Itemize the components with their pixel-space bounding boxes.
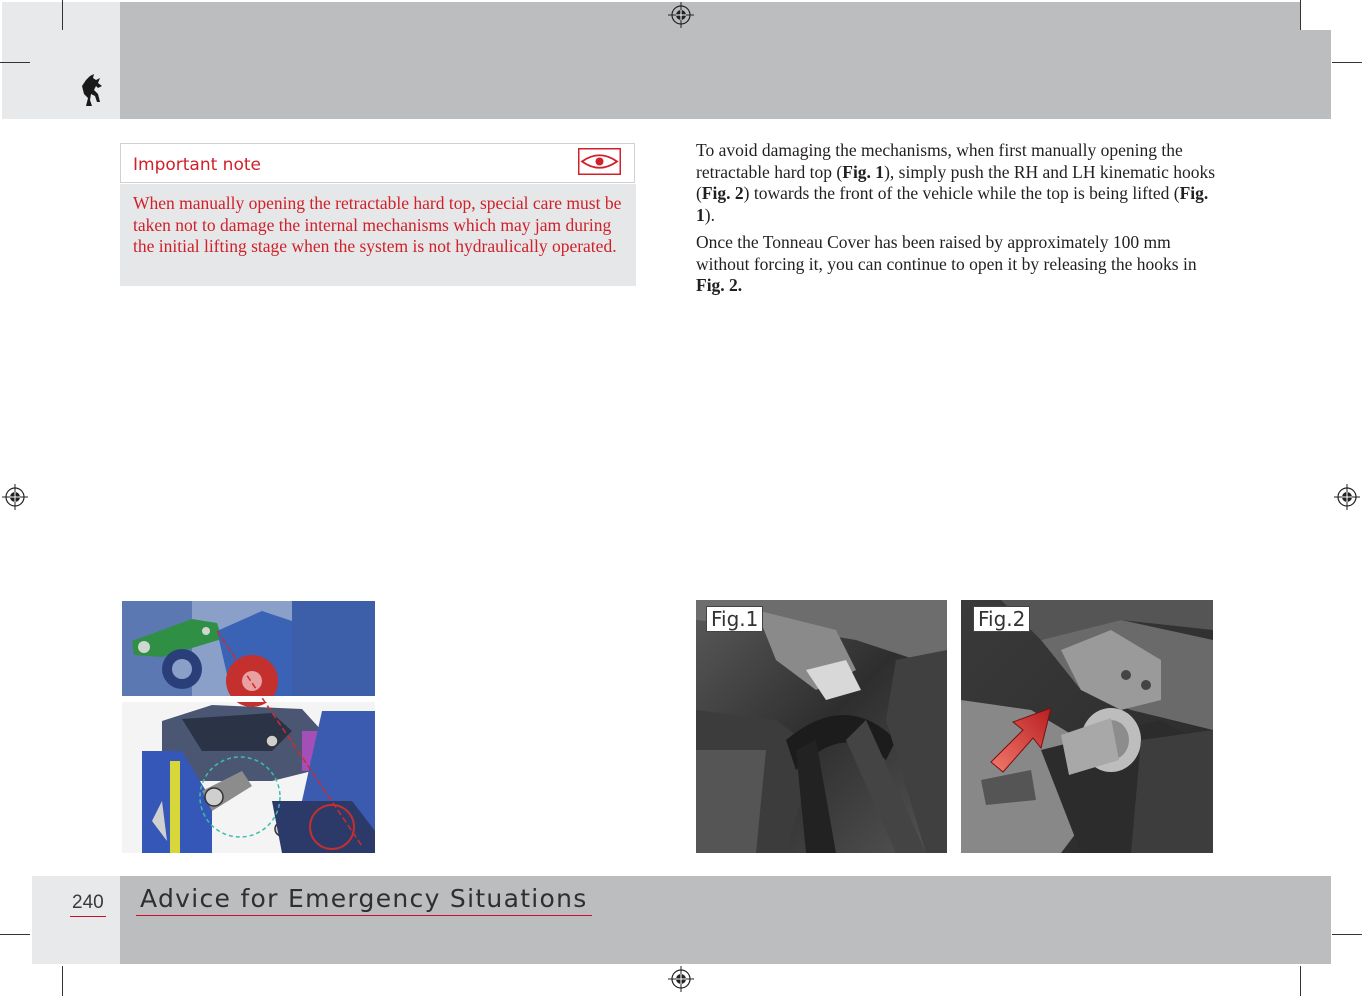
crop-mark <box>1300 966 1301 996</box>
figure-2-photo <box>961 600 1213 853</box>
crop-mark <box>0 62 30 63</box>
registration-mark-icon <box>668 966 694 992</box>
crop-mark <box>1332 934 1362 935</box>
header-right-tab <box>1300 30 1331 119</box>
figure-1-photo <box>696 600 947 853</box>
important-note-title: Important note <box>133 155 261 175</box>
registration-mark-icon <box>668 2 694 28</box>
registration-mark-icon <box>2 484 28 510</box>
crop-mark <box>1332 62 1362 63</box>
crop-mark <box>1300 0 1301 30</box>
header-band <box>120 2 1300 119</box>
figure-1-label: Fig.1 <box>706 606 763 632</box>
figure-2-label: Fig.2 <box>973 606 1030 632</box>
registration-mark-icon <box>1334 484 1360 510</box>
footer-left-panel <box>32 876 120 964</box>
crop-mark <box>62 966 63 996</box>
prancing-horse-icon <box>76 72 106 108</box>
figure-2 <box>961 600 1213 853</box>
crop-mark <box>62 0 63 30</box>
page-number: 240 <box>70 892 106 917</box>
figure-1 <box>696 600 947 853</box>
instruction-paragraph: To avoid damaging the mechanisms, when first manually opening the retractable hard top (Fig. 1), simply push the RH and LH kinematic hooks (Fig. 2) towards the front of the vehicle while the top is being lifted (Fig. 1). <box>696 140 1216 225</box>
important-note-text: When manually opening the retractable hard top, special care must be taken not to damage the internal mechanisms which may jam during the initial lifting stage when the system is not hydraulically operated. <box>120 184 636 286</box>
mechanism-diagram <box>122 601 375 853</box>
instruction-paragraph: Once the Tonneau Cover has been raised by approximately 100 mm without forcing it, you can continue to open it by releasing the hooks in Fig. 2. <box>696 232 1197 295</box>
eye-icon <box>578 148 621 175</box>
section-title: Advice for Emergency Situations <box>136 884 592 916</box>
crop-mark <box>0 934 30 935</box>
